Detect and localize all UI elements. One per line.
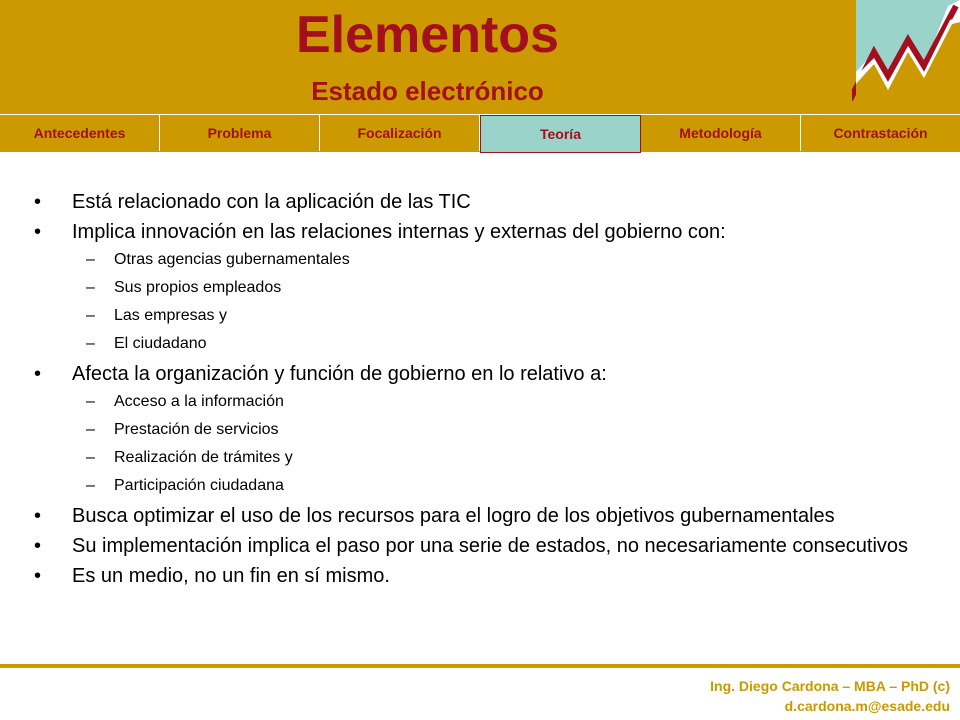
bullet-text: Busca optimizar el uso de los recursos para el logro de los objetivos gubernamentales — [72, 505, 835, 527]
bullet-item — [30, 534, 930, 558]
bullet-item — [30, 362, 930, 386]
section-nav — [0, 114, 960, 153]
sub-bullet-item — [30, 420, 930, 440]
tab-antecedentes[interactable]: Antecedentes — [0, 115, 160, 151]
sub-bullet-item — [30, 392, 930, 412]
bullet-icon: • — [34, 363, 42, 385]
dash-icon: – — [86, 421, 95, 438]
dash-icon: – — [86, 477, 95, 494]
bullet-item — [30, 220, 930, 244]
sub-bullet-item — [30, 278, 930, 298]
bullet-text: Afecta la organización y función de gobierno en lo relativo a: — [72, 363, 607, 385]
sub-bullet-text: Realización de trámites y — [114, 449, 293, 466]
bullet-icon: • — [34, 221, 42, 243]
dash-icon: – — [86, 393, 95, 410]
bullet-item — [30, 564, 930, 588]
footer — [0, 668, 960, 720]
page-subtitle: Estado electrónico — [311, 76, 544, 106]
dash-icon: – — [86, 307, 95, 324]
sub-bullet-item — [30, 476, 930, 496]
bullet-icon: • — [34, 191, 42, 213]
dash-icon: – — [86, 335, 95, 352]
bullet-icon: • — [34, 535, 42, 557]
sub-bullet-item — [30, 250, 930, 270]
author-email[interactable]: d.cardona.m@esade.edu — [784, 698, 950, 714]
tab-problema[interactable]: Problema — [160, 115, 320, 151]
sub-bullet-text: Acceso a la información — [114, 393, 284, 410]
sub-bullet-item — [30, 306, 930, 326]
page-title: Elementos — [296, 6, 559, 64]
sub-bullet-text: Otras agencias gubernamentales — [114, 251, 350, 268]
sub-bullet-text: El ciudadano — [114, 335, 207, 352]
slide-content — [30, 190, 930, 594]
bullet-text: Implica innovación en las relaciones internas y externas del gobierno con: — [72, 221, 726, 243]
tab-teoria[interactable]: Teoría — [480, 115, 641, 153]
bullet-item — [30, 190, 930, 214]
bullet-text: Su implementación implica el paso por una serie de estados, no necesariamente consecutivos — [72, 535, 909, 557]
dash-icon: – — [86, 449, 95, 466]
bullet-text: Está relacionado con la aplicación de las TIC — [72, 191, 471, 213]
header-band — [0, 0, 960, 152]
sub-bullet-text: Sus propios empleados — [114, 279, 282, 296]
sub-bullet-text: Participación ciudadana — [114, 477, 284, 494]
bullet-icon: • — [34, 505, 42, 527]
bullet-text: Es un medio, no un fin en sí mismo. — [72, 565, 390, 587]
author-credit: Ing. Diego Cardona – MBA – PhD (c) — [710, 678, 950, 694]
bullet-item — [30, 504, 930, 528]
bullet-icon: • — [34, 565, 42, 587]
sub-bullet-text: Prestación de servicios — [114, 421, 279, 438]
tab-focalizacion[interactable]: Focalización — [320, 115, 480, 151]
sub-bullet-text: Las empresas y — [114, 307, 227, 324]
tab-contrastacion[interactable]: Contrastación — [801, 115, 960, 151]
sub-bullet-item — [30, 448, 930, 468]
tab-metodologia[interactable]: Metodología — [641, 115, 801, 151]
dash-icon: – — [86, 251, 95, 268]
zigzag-logo-icon — [852, 0, 960, 112]
dash-icon: – — [86, 279, 95, 296]
sub-bullet-item — [30, 334, 930, 354]
